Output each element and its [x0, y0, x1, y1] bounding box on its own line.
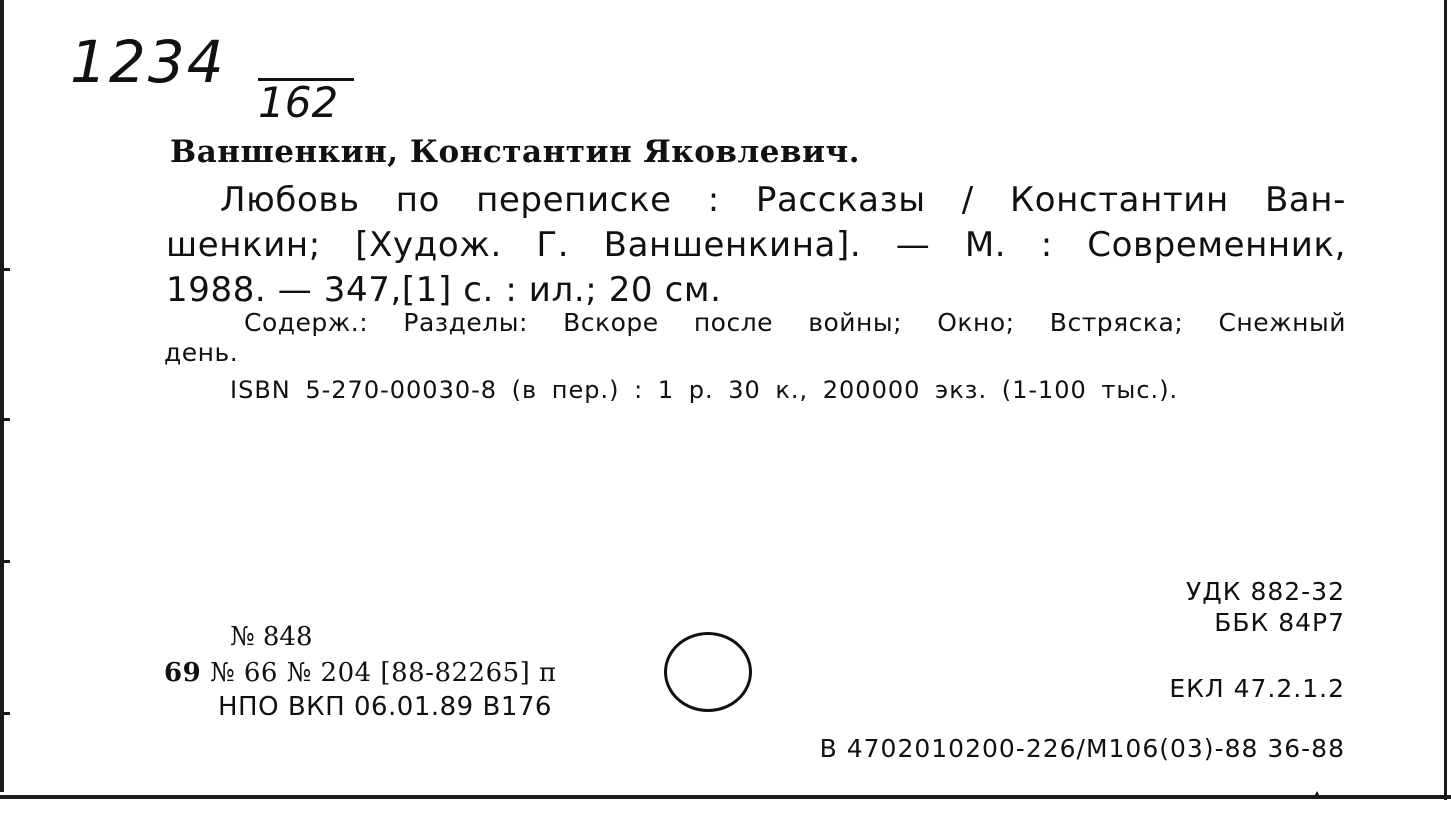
contents-note	[164, 308, 1346, 368]
index-code: В 4702010200-226/М106(03)-88 36-88	[819, 734, 1345, 763]
description-line: шенкин; [Худож. Г. Ваншенкина]. — М. : Современник,	[166, 225, 1346, 265]
bibliographic-description	[166, 178, 1346, 313]
shelfmark-sub: 162	[258, 78, 354, 125]
npo-line: НПО ВКП 06.01.89 В176	[218, 692, 552, 722]
edge-mark	[4, 418, 10, 421]
author-heading: Ваншенкин, Константин Яковлевич.	[170, 134, 861, 170]
classification-block	[1186, 576, 1345, 638]
edge-mark	[4, 268, 10, 271]
ekl-code: ЕКЛ 47.2.1.2	[1169, 674, 1345, 703]
card-number: № 848	[230, 622, 313, 652]
edge-mark	[4, 712, 10, 715]
contents-line: день.	[164, 338, 239, 367]
isbn-line: ISBN 5-270-00030-8 (в пер.) : 1 р. 30 к., 200000 экз. (1-100 тыс.).	[230, 376, 1179, 404]
print-line	[164, 658, 557, 688]
print-details: № 66 № 204 [88-82265] п	[209, 658, 557, 688]
card-bottom-edge	[0, 795, 1451, 799]
udk-code: УДК 882-32	[1185, 577, 1345, 606]
contents-line: Содерж.: Разделы: Вскоре после войны; Окно; Встряска; Снежный	[244, 308, 1346, 337]
shelfmark-main: 1234	[70, 28, 226, 96]
stamp-circle-icon	[664, 632, 752, 712]
print-lead-number: 69	[164, 658, 202, 688]
description-line: Любовь по переписке : Рассказы / Константин Ван-	[220, 180, 1346, 220]
bbk-code: ББК 84Р7	[1214, 608, 1345, 637]
edge-mark	[4, 560, 10, 563]
description-line: 1988. — 347,[1] с. : ил.; 20 см.	[166, 270, 722, 310]
corner-mark-icon: ▴	[1314, 786, 1321, 800]
card-right-edge	[1444, 0, 1447, 800]
card-left-edge	[0, 0, 4, 792]
